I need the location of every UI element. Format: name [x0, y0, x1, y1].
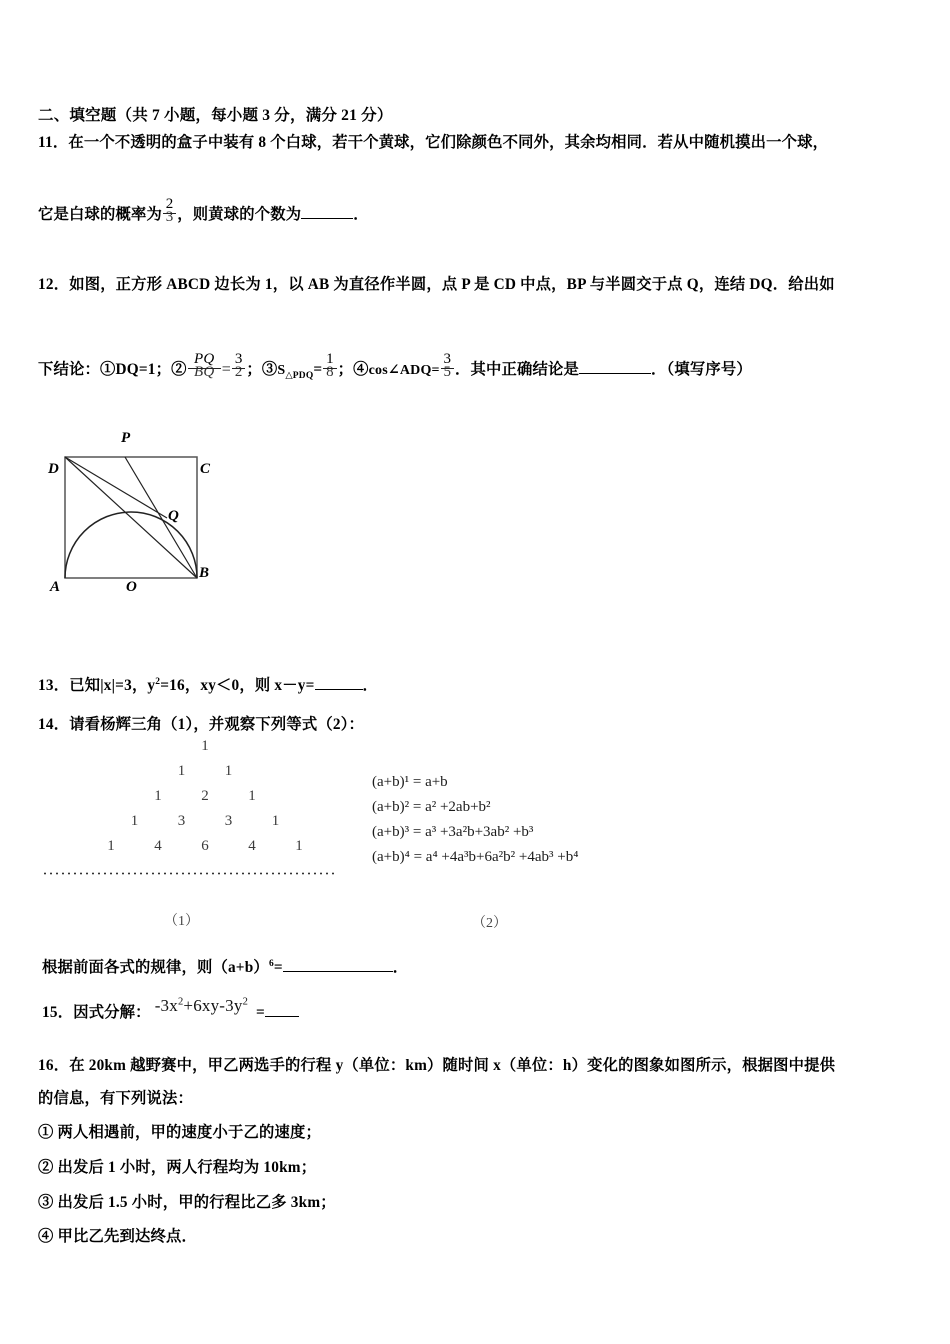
- pascal-row-5: [40, 838, 370, 855]
- pascal-cell: 1: [271, 813, 280, 829]
- question-16-statement-1: ① 两人相遇前，甲的速度小于乙的速度；: [38, 1124, 321, 1141]
- question-16-line-2: 的信息，有下列说法：: [38, 1090, 193, 1107]
- question-15: [42, 996, 299, 1022]
- q14-conclusion-before: 根据前面各式的规律，则（a+b）: [42, 959, 269, 976]
- q14-conclusion-exponent: 6: [268, 958, 274, 969]
- q13-text-end: ．: [362, 677, 379, 694]
- pascal-cell: 1: [248, 788, 256, 804]
- line-pb: [125, 457, 197, 578]
- question-11-line-2: [38, 196, 369, 226]
- q11-probability-fraction: $\frac{2}{3}$: [162, 208, 177, 226]
- figure-label-P: P: [121, 430, 131, 446]
- question-16-statement-3: ③ 出发后 1.5 小时，甲的行程比乙多 3km；: [38, 1194, 336, 1211]
- q15-label: 15．因式分解：: [42, 1004, 151, 1021]
- q13-exponent: 2: [155, 676, 161, 687]
- pascal-cell: 2: [201, 788, 209, 804]
- q12-lead: 下结论：①: [38, 361, 116, 378]
- pascal-cell: 4: [248, 838, 256, 854]
- q11-text-after: ，则黄球的个数为: [177, 206, 302, 223]
- expansion-power-1: (a+b)¹ = a+b: [372, 774, 448, 790]
- q12-equals-2: =: [313, 361, 323, 378]
- q12-cos-label: cos∠ADQ=: [368, 363, 440, 378]
- q11-text-before: 它是白球的概率为: [38, 206, 162, 223]
- fraction-bar: [188, 368, 221, 369]
- square-semicircle-diagram: [30, 420, 260, 610]
- q12-conclusion-2-tail: ；③: [246, 361, 278, 378]
- fraction-bar: [323, 368, 336, 369]
- question-14-conclusion: [42, 955, 408, 977]
- pascal-cell: 4: [154, 838, 162, 854]
- figure-caption-1: （1）: [164, 914, 199, 929]
- figure-caption-2: （2）: [472, 916, 507, 931]
- figure-label-D: D: [48, 461, 59, 477]
- q12-conclusion-4-tail: ．其中正确结论是: [455, 361, 579, 378]
- figure-label-C: C: [200, 461, 211, 477]
- q12-answer-blank[interactable]: [579, 360, 651, 374]
- pascal-row-1: [40, 738, 370, 755]
- pascal-continuation-dots: [42, 872, 334, 875]
- question-16-statement-2: ② 出发后 1 小时，两人行程均为 10km；: [38, 1159, 317, 1176]
- question-12-line-1: 12．如图，正方形 ABCD 边长为 1，以 AB 为直径作半圆，点 P 是 CD 中点，BP 与半圆交于点 Q，连结 DQ．给出如: [38, 276, 835, 293]
- pascal-cell: 1: [224, 763, 233, 779]
- q11-answer-blank[interactable]: [301, 205, 353, 219]
- pascal-cell: 3: [177, 813, 186, 829]
- pascal-row-4: [40, 813, 370, 830]
- question-12-conclusions: [38, 351, 752, 382]
- line-d-to-q: [65, 457, 167, 518]
- expansion-power-2: (a+b)² = a² +2ab+b²: [372, 799, 491, 815]
- q12-area-symbol: S: [277, 363, 286, 378]
- q15-answer-blank[interactable]: [265, 1003, 299, 1017]
- q12-conclusion-end: ．（填写序号）: [651, 361, 752, 378]
- question-16-statement-4: ④ 甲比乙先到达终点．: [38, 1228, 197, 1245]
- pascal-cell: 1: [154, 788, 162, 804]
- q12-fraction-one-eighth: $\frac{1}{8}$: [322, 363, 337, 381]
- q13-text-mid: =16，xy＜0，则 x－y=: [160, 677, 315, 694]
- question-11-line-1: 11．在一个不透明的盒子中装有 8 个白球，若干个黄球，它们除颜色不同外，其余均相同．若从中随机摸出一个球，: [38, 134, 829, 151]
- q12-conclusion-1: DQ=1；②: [115, 361, 187, 378]
- pascal-cell: 1: [130, 813, 139, 829]
- figure-label-A: A: [50, 579, 61, 595]
- q15-expr-exp-b: 2: [242, 996, 249, 1008]
- q13-answer-blank[interactable]: [315, 676, 363, 690]
- binomial-expansion-list: [372, 775, 672, 875]
- pascal-triangle: [40, 738, 370, 888]
- q14-conclusion-end: ．: [392, 959, 409, 976]
- question-16-line-1: 16．在 20km 越野赛中，甲乙两选手的行程 y（单位：km）随时间 x（单位：h）变化的图象如图所示，根据图中提供: [38, 1057, 836, 1074]
- question-13: [38, 673, 378, 695]
- q13-text-before: 13．已知|x|=3，y: [38, 677, 156, 694]
- fraction-bar: [163, 213, 176, 214]
- question-14-prompt: 14．请看杨辉三角（1），并观察下列等式（2）：: [38, 716, 365, 733]
- question-12-figure: [30, 420, 260, 610]
- pascal-cell: 6: [201, 838, 209, 854]
- figure-label-O: O: [126, 579, 137, 595]
- q12-equals-1: =: [221, 361, 232, 378]
- section-heading: 二、填空题（共 7 小题，每小题 3 分，满分 21 分）: [38, 107, 393, 124]
- pascal-cell: 1: [201, 738, 209, 754]
- q12-fraction-three-fifths: $\frac{3}{5}$: [440, 363, 455, 381]
- q12-fraction-pq-bq: $\frac{PQ}{BQ}$: [187, 363, 222, 381]
- q15-expr-part-b: +6xy-3y: [183, 996, 243, 1015]
- q15-equals: =: [256, 1004, 265, 1021]
- q11-text-end: ．: [353, 206, 369, 223]
- q15-expression: [151, 996, 248, 1015]
- q12-area-subscript: △PDQ: [285, 371, 314, 382]
- q12-conclusion-3-tail: ；④: [337, 361, 369, 378]
- pascal-cell: 1: [107, 838, 115, 854]
- figure-label-Q: Q: [168, 508, 179, 524]
- pascal-cell: 1: [295, 838, 303, 854]
- expansion-power-3: (a+b)³ = a³ +3a²b+3ab² +b³: [372, 824, 534, 840]
- q15-expr-exp-a: 2: [177, 996, 184, 1008]
- pascal-row-2: [40, 763, 370, 780]
- fraction-bar: [232, 368, 245, 369]
- q14-answer-blank[interactable]: [283, 958, 393, 972]
- pascal-cell: 1: [177, 763, 186, 779]
- pascal-cell: 3: [224, 813, 233, 829]
- q14-conclusion-equals: =: [273, 959, 283, 976]
- figure-label-B: B: [199, 565, 210, 581]
- q12-fraction-three-halves: $\frac{3}{2}$: [231, 363, 246, 381]
- q15-expr-part-a: -3x: [154, 996, 178, 1015]
- fraction-bar: [441, 368, 454, 369]
- pascal-row-3: [40, 788, 370, 805]
- expansion-power-4: (a+b)⁴ = a⁴ +4a³b+6a²b² +4ab³ +b⁴: [372, 849, 579, 865]
